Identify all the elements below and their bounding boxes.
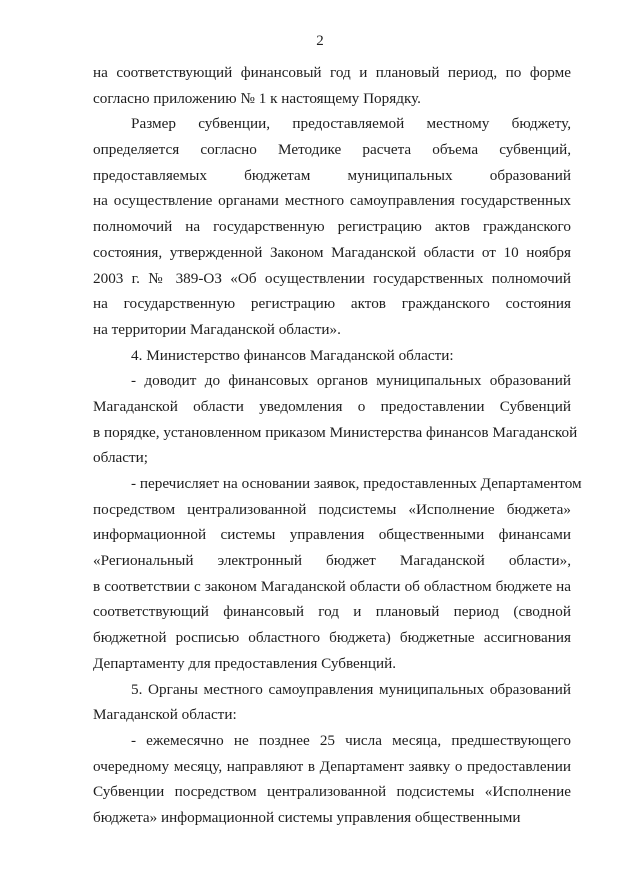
text-line: на государственную регистрацию актов гражданского состояния	[93, 295, 571, 313]
text-line: - перечисляет на основании заявок, предоставленных Департаментом	[131, 475, 582, 492]
text-line: «Региональный электронный бюджет Магаданской области»,	[93, 552, 571, 570]
text-line: - ежемесячно не позднее 25 числа месяца, предшествующего	[131, 731, 571, 749]
text-line: в порядке, установленном приказом Министерства финансов Магаданской	[93, 423, 578, 441]
text-line: - доводит до финансовых органов муниципальных образований	[131, 372, 571, 390]
text-line: области;	[93, 449, 148, 467]
paragraph	[93, 60, 571, 111]
text-line: состояния, утвержденной Законом Магаданской области от 10 ноября	[93, 243, 571, 261]
text-line: Департаменту для предоставления Субвенций.	[93, 654, 397, 672]
paragraph	[93, 728, 571, 831]
text-line: очередному месяцу, направляют в Департамент заявку о предоставлении	[93, 757, 571, 775]
page-number: 2	[316, 33, 324, 49]
text-line: полномочий на государственную регистрацию актов гражданского	[93, 218, 571, 236]
text-line: согласно приложению № 1 к настоящему Порядку.	[93, 89, 421, 107]
text-line: в соответствии с законом Магаданской области об областном бюджете на	[93, 577, 571, 595]
text-line: определяется согласно Методике расчета объема субвенций,	[93, 141, 571, 159]
text-line: 4. Министерство финансов Магаданской области:	[131, 346, 454, 364]
text-line: на территории Магаданской области».	[93, 320, 341, 338]
text-line: бюджета» информационной системы управления общественными	[93, 808, 521, 826]
paragraph	[93, 677, 571, 728]
text-line: на осуществление органами местного самоуправления государственных	[93, 192, 571, 210]
text-line: Магаданской области:	[93, 706, 237, 724]
text-line: 2003 г. № 389-ОЗ «Об осуществлении государственных полномочий	[93, 269, 571, 287]
paragraph	[93, 111, 571, 342]
text-line: информационной системы управления общественными финансами	[93, 526, 571, 544]
text-line: соответствующий финансовый год и плановый период (сводной	[93, 603, 571, 621]
text-line: 5. Органы местного самоуправления муниципальных образований	[131, 680, 571, 698]
paragraph	[93, 343, 571, 369]
text-line: предоставляемых бюджетам муниципальных образований	[93, 166, 571, 184]
paragraph	[93, 368, 578, 471]
paragraph	[93, 471, 582, 677]
text-line: бюджетной росписью областного бюджета) бюджетные ассигнования	[93, 629, 571, 647]
document-body	[93, 60, 582, 831]
text-line: Размер субвенции, предоставляемой местному бюджету,	[131, 115, 571, 133]
text-line: Субвенции посредством централизованной подсистемы «Исполнение	[93, 783, 571, 801]
text-line: на соответствующий финансовый год и плановый период, по форме	[93, 64, 571, 81]
text-line: Магаданской области уведомления о предоставлении Субвенций	[93, 397, 571, 415]
text-line: посредством централизованной подсистемы «Исполнение бюджета»	[93, 500, 571, 518]
